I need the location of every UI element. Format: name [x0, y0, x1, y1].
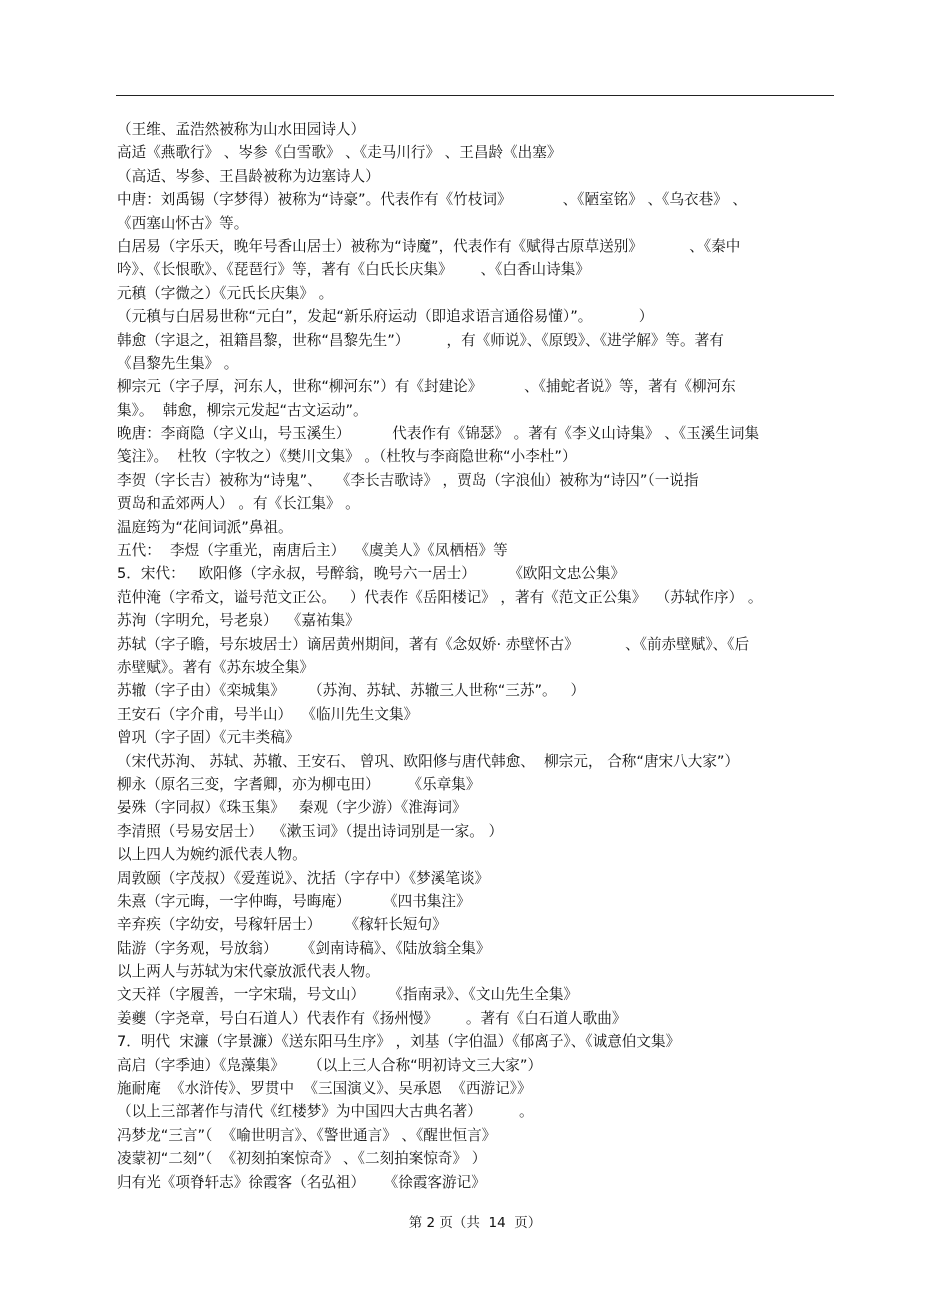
- text-line: 李贺（字长吉）被称为“诗鬼”、 《李长吉歌诗》 ，贾岛（字浪仙）被称为“诗囚”（一说指: [117, 471, 699, 489]
- text-line: 7．明代 宋濂（字景濂）《送东阳马生序》 ，刘基（字伯温）《郁离子》、《诚意伯文集》: [117, 1033, 681, 1051]
- text-line: 《昌黎先生集》 。: [117, 354, 239, 372]
- text-line: （宋代苏洵、 苏轼、苏辙、王安石、 曾巩、欧阳修与唐代韩愈、 柳宗元， 合称“唐宋八大家”）: [117, 752, 740, 770]
- text-line: 吟》、《长恨歌》、《琵琶行》等，著有《白氏长庆集》 、《白香山诗集》: [117, 261, 590, 279]
- header-rule: [116, 95, 834, 96]
- text-line: 《西塞山怀古》等。: [117, 214, 249, 232]
- text-line: 赤壁赋》。著有《苏东坡全集》: [117, 658, 315, 676]
- text-line: 王安石（字介甫，号半山） 《临川先生文集》: [117, 705, 419, 723]
- text-line: 晏殊（字同叔）《珠玉集》 秦观（字少游）《淮海词》: [117, 799, 467, 817]
- text-line: 5．宋代： 欧阳修（字永叔，号醉翁，晚号六一居士） 《欧阳文忠公集》: [117, 565, 626, 583]
- text-line: 高适《燕歌行》 、岑参《白雪歌》 、《走马川行》 、王昌龄《出塞》: [117, 144, 562, 162]
- text-line: 苏轼（字子瞻，号东坡居士）谪居黄州期间，著有《念奴娇· 赤壁怀古》 、《前赤壁赋》、《后: [117, 635, 750, 653]
- text-line: （元稹与白居易世称“元白”，发起“新乐府运动（即追求语言通俗易懂）”。 ）: [117, 308, 654, 326]
- text-line: （以上三部著作与清代《红楼梦》为中国四大古典名著） 。: [117, 1103, 534, 1121]
- text-line: 白居易（字乐天，晚年号香山居士）被称为“诗魔”，代表作有《赋得古原草送别》 、《秦中: [117, 237, 741, 255]
- text-line: 集》。 韩愈，柳宗元发起“古文运动”。: [117, 401, 368, 419]
- text-line: 凌蒙初“二刻”（ 《初刻拍案惊奇》 、《二刻拍案惊奇》 ）: [117, 1150, 487, 1168]
- text-line: 以上两人与苏轼为宋代豪放派代表人物。: [117, 963, 380, 981]
- text-line: 范仲淹（字希文，谥号范文正公。 ）代表作《岳阳楼记》 ，著有《范文正公集》 （苏轼作序） 。: [117, 588, 763, 606]
- text-line: 高启（字季迪）《凫藻集》 （以上三人合称“明初诗文三大家”）: [117, 1056, 543, 1074]
- text-line: 朱熹（字元晦，一字仲晦，号晦庵） 《四书集注》: [117, 892, 471, 910]
- text-line: 晚唐：李商隐（字义山，号玉溪生） 代表作有《锦瑟》 。著有《李义山诗集》 、《玉溪生词集: [117, 425, 760, 443]
- text-line: 周敦颐（字茂叔）《爱莲说》、沈括（字存中）《梦溪笔谈》: [117, 869, 490, 887]
- text-line: 苏辙（字子由）《栾城集》 （苏洵、苏轼、苏辙三人世称“三苏”。 ）: [117, 682, 586, 700]
- text-line: 曾巩（字子固）《元丰类稿》: [117, 729, 300, 747]
- text-line: 温庭筠为“花间词派”鼻祖。: [117, 518, 293, 536]
- text-line: 贾岛和孟郊两人） 。有《长江集》 。: [117, 495, 360, 513]
- text-line: 韩愈（字退之，祖籍昌黎，世称“昌黎先生”） ，有《师说》、《原毁》、《进学解》等。著有: [117, 331, 724, 349]
- text-line: 中唐：刘禹锡（字梦得）被称为“诗豪”。代表作有《竹枝词》 、《陋室铭》 、《乌衣巷》 、: [117, 191, 747, 209]
- page-number-footer: 第 2 页（共 14 页）: [408, 1215, 542, 1231]
- text-line: 归有光《项脊轩志》徐霞客（名弘祖） 《徐霞客游记》: [117, 1173, 486, 1191]
- text-line: 五代： 李煜（字重光，南唐后主） 《虞美人》《凤栖梧》等: [117, 542, 508, 560]
- text-line: 冯梦龙“三言”（ 《喻世明言》、《警世通言》 、《醒世恒言》: [117, 1126, 497, 1144]
- text-line: 元稹（字微之）《元氏长庆集》 。: [117, 284, 334, 302]
- text-line: 苏洵（字明允，号老泉） 《嘉祐集》: [117, 612, 360, 630]
- text-line: 柳永（原名三变，字耆卿，亦为柳屯田） 《乐章集》: [117, 775, 481, 793]
- text-line: 柳宗元（字子厚，河东人，世称“柳河东”）有《封建论》 、《捕蛇者说》等，著有《柳河东: [117, 378, 736, 396]
- body-text: [117, 118, 837, 1194]
- text-line: 陆游（字务观，号放翁） 《剑南诗稿》、《陆放翁全集》: [117, 939, 491, 957]
- text-line: 文天祥（字履善，一字宋瑞，号文山） 《指南录》、《文山先生全集》: [117, 986, 579, 1004]
- text-line: （王维、孟浩然被称为山水田园诗人）: [117, 121, 366, 138]
- text-line: 笺注》。 杜牧（字牧之）《樊川文集》 。（杜牧与李商隐世称“小李杜”）: [117, 448, 577, 466]
- text-line: 施耐庵 《水浒传》、罗贯中 《三国演义》、吴承恩 《西游记》》: [117, 1080, 532, 1098]
- text-line: 姜夔（字尧章，号白石道人）代表作有《扬州慢》 。著有《白石道人歌曲》: [117, 1009, 627, 1027]
- text-line: （高适、岑参、王昌龄被称为边塞诗人）: [117, 167, 380, 185]
- text-line: 以上四人为婉约派代表人物。: [117, 846, 307, 864]
- text-line: 辛弃疾（字幼安，号稼轩居士） 《稼轩长短句》: [117, 916, 447, 934]
- text-line: 李清照（号易安居士） 《漱玉词》（提出诗词别是一家。 ）: [117, 822, 504, 840]
